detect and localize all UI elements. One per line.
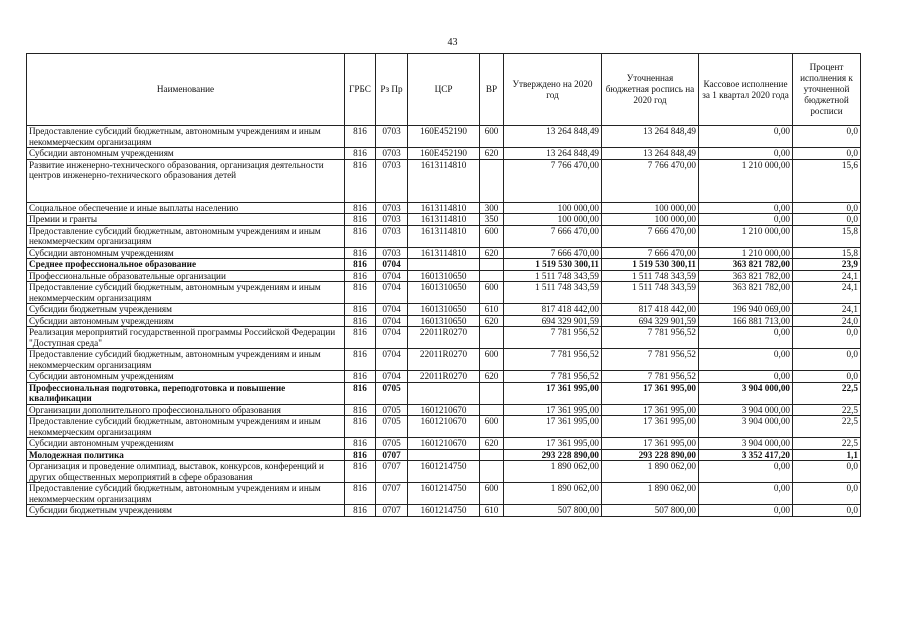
cell-grbs: 816 (345, 214, 376, 226)
cell-grbs: 816 (345, 371, 376, 383)
header-updated: Уточненная бюджетная роспись на 2020 год (602, 54, 699, 126)
cell-cash: 0,00 (699, 148, 793, 160)
cell-grbs: 816 (345, 505, 376, 517)
cell-cash: 1 210 000,00 (699, 225, 793, 247)
cell-grbs: 816 (345, 327, 376, 349)
cell-approved: 13 264 848,49 (504, 148, 602, 160)
cell-updated: 1 519 530 300,11 (602, 259, 699, 271)
cell-rzpr: 0707 (376, 461, 408, 483)
cell-name: Субсидии автономным учреждениям (27, 371, 345, 383)
cell-grbs: 816 (345, 315, 376, 327)
cell-rzpr: 0705 (376, 382, 408, 404)
cell-csr: 1613114810 (408, 214, 480, 226)
cell-name: Субсидии автономным учреждениям (27, 315, 345, 327)
cell-updated: 17 361 995,00 (602, 438, 699, 450)
cell-csr: 160E452190 (408, 126, 480, 148)
table-row (27, 247, 861, 259)
cell-cash: 363 821 782,00 (699, 270, 793, 282)
cell-percent: 22,5 (793, 382, 861, 404)
cell-approved: 1 890 062,00 (504, 483, 602, 505)
cell-rzpr: 0703 (376, 126, 408, 148)
cell-updated: 17 361 995,00 (602, 416, 699, 438)
cell-approved: 17 361 995,00 (504, 416, 602, 438)
cell-name: Профессиональные образовательные организации (27, 270, 345, 282)
cell-vr: 600 (480, 126, 504, 148)
cell-rzpr: 0705 (376, 416, 408, 438)
cell-name: Субсидии автономным учреждениям (27, 438, 345, 450)
header-rzpr: Рз Пр (376, 54, 408, 126)
cell-name: Премии и гранты (27, 214, 345, 226)
table-row (27, 461, 861, 483)
cell-updated: 817 418 442,00 (602, 304, 699, 316)
cell-percent: 15,8 (793, 247, 861, 259)
cell-csr: 22011R0270 (408, 327, 480, 349)
cell-csr: 1613114810 (408, 225, 480, 247)
cell-grbs: 816 (345, 270, 376, 282)
header-approved: Утверждено на 2020 год (504, 54, 602, 126)
table-row (27, 202, 861, 214)
header-percent: Процент исполнения к уточненной бюджетной росписи (793, 54, 861, 126)
cell-grbs: 816 (345, 225, 376, 247)
cell-grbs: 816 (345, 259, 376, 271)
cell-updated: 17 361 995,00 (602, 404, 699, 416)
cell-percent: 0,0 (793, 349, 861, 371)
cell-approved: 1 511 748 343,59 (504, 282, 602, 304)
cell-updated: 13 264 848,49 (602, 126, 699, 148)
table-row (27, 270, 861, 282)
cell-percent: 1,1 (793, 449, 861, 461)
cell-csr (408, 382, 480, 404)
cell-csr: 1601210670 (408, 438, 480, 450)
cell-rzpr: 0704 (376, 371, 408, 383)
cell-percent: 0,0 (793, 371, 861, 383)
cell-percent: 0,0 (793, 202, 861, 214)
cell-percent: 24,1 (793, 282, 861, 304)
budget-table (26, 53, 861, 517)
cell-name: Организация и проведение олимпиад, выставок, конкурсов, конференций и других общественных мероприятий в сфере образования (27, 461, 345, 483)
cell-name: Развитие инженерно-технического образования, организация деятельности центров инженерно-технического образования детей (27, 159, 345, 202)
table-row (27, 315, 861, 327)
table-row (27, 382, 861, 404)
cell-vr: 610 (480, 505, 504, 517)
cell-name: Среднее профессиональное образование (27, 259, 345, 271)
cell-percent: 22,5 (793, 416, 861, 438)
cell-grbs: 816 (345, 449, 376, 461)
cell-csr: 22011R0270 (408, 371, 480, 383)
cell-rzpr: 0704 (376, 327, 408, 349)
cell-name: Субсидии автономным учреждениям (27, 148, 345, 160)
cell-vr: 620 (480, 247, 504, 259)
cell-updated: 100 000,00 (602, 202, 699, 214)
cell-updated: 7 781 956,52 (602, 349, 699, 371)
cell-approved: 694 329 901,59 (504, 315, 602, 327)
cell-grbs: 816 (345, 438, 376, 450)
header-grbs: ГРБС (345, 54, 376, 126)
cell-updated: 1 511 748 343,59 (602, 282, 699, 304)
page-number: 43 (447, 37, 458, 48)
cell-rzpr: 0704 (376, 282, 408, 304)
cell-percent: 23,9 (793, 259, 861, 271)
cell-name: Предоставление субсидий бюджетным, автономным учреждениям и иным некоммерческим организациям (27, 282, 345, 304)
cell-approved: 7 666 470,00 (504, 225, 602, 247)
cell-grbs: 816 (345, 148, 376, 160)
cell-cash: 3 904 000,00 (699, 382, 793, 404)
cell-percent: 0,0 (793, 327, 861, 349)
cell-updated: 507 800,00 (602, 505, 699, 517)
cell-rzpr: 0704 (376, 349, 408, 371)
cell-csr: 1601214750 (408, 483, 480, 505)
cell-csr: 1601310650 (408, 315, 480, 327)
cell-vr: 610 (480, 304, 504, 316)
cell-grbs: 816 (345, 349, 376, 371)
cell-vr: 600 (480, 416, 504, 438)
cell-cash: 196 940 069,00 (699, 304, 793, 316)
cell-name: Субсидии автономным учреждениям (27, 247, 345, 259)
cell-percent: 0,0 (793, 483, 861, 505)
header-name: Наименование (27, 54, 345, 126)
table-row (27, 483, 861, 505)
cell-grbs: 816 (345, 404, 376, 416)
cell-approved: 100 000,00 (504, 214, 602, 226)
cell-cash: 0,00 (699, 126, 793, 148)
cell-vr: 620 (480, 438, 504, 450)
cell-grbs: 816 (345, 416, 376, 438)
cell-approved: 507 800,00 (504, 505, 602, 517)
table-row (27, 259, 861, 271)
table-row (27, 449, 861, 461)
cell-csr: 1613114810 (408, 247, 480, 259)
cell-cash: 0,00 (699, 371, 793, 383)
table-row (27, 148, 861, 160)
cell-updated: 7 781 956,52 (602, 327, 699, 349)
table-row (27, 159, 861, 202)
cell-cash: 3 904 000,00 (699, 416, 793, 438)
cell-percent: 24,0 (793, 315, 861, 327)
cell-grbs: 816 (345, 304, 376, 316)
cell-csr: 1601214750 (408, 505, 480, 517)
header-csr: ЦСР (408, 54, 480, 126)
cell-name: Профессиональная подготовка, переподготовка и повышение квалификации (27, 382, 345, 404)
cell-grbs: 816 (345, 202, 376, 214)
cell-updated: 7 666 470,00 (602, 247, 699, 259)
cell-grbs: 816 (345, 282, 376, 304)
cell-approved: 13 264 848,49 (504, 126, 602, 148)
cell-name: Предоставление субсидий бюджетным, автономным учреждениям и иным некоммерческим организациям (27, 416, 345, 438)
cell-vr: 600 (480, 225, 504, 247)
cell-rzpr: 0703 (376, 202, 408, 214)
cell-approved: 17 361 995,00 (504, 382, 602, 404)
cell-csr: 1613114810 (408, 202, 480, 214)
cell-csr: 1601310650 (408, 282, 480, 304)
table-row (27, 327, 861, 349)
cell-vr: 350 (480, 214, 504, 226)
cell-rzpr: 0704 (376, 259, 408, 271)
cell-grbs: 816 (345, 483, 376, 505)
cell-grbs: 816 (345, 461, 376, 483)
cell-grbs: 816 (345, 159, 376, 202)
table-row (27, 225, 861, 247)
cell-rzpr: 0707 (376, 483, 408, 505)
cell-name: Реализация мероприятий государственной программы Российской Федерации "Доступная среда" (27, 327, 345, 349)
cell-updated: 7 766 470,00 (602, 159, 699, 202)
cell-cash: 0,00 (699, 483, 793, 505)
cell-grbs: 816 (345, 126, 376, 148)
cell-rzpr: 0707 (376, 449, 408, 461)
cell-vr (480, 259, 504, 271)
cell-updated: 1 890 062,00 (602, 483, 699, 505)
cell-name: Молодежная политика (27, 449, 345, 461)
cell-cash: 0,00 (699, 461, 793, 483)
cell-approved: 7 766 470,00 (504, 159, 602, 202)
cell-approved: 17 361 995,00 (504, 438, 602, 450)
cell-vr (480, 270, 504, 282)
cell-approved: 7 781 956,52 (504, 371, 602, 383)
cell-rzpr: 0704 (376, 315, 408, 327)
cell-updated: 7 781 956,52 (602, 371, 699, 383)
cell-name: Предоставление субсидий бюджетным, автономным учреждениям и иным некоммерческим организациям (27, 225, 345, 247)
cell-cash: 166 881 713,00 (699, 315, 793, 327)
cell-approved: 1 890 062,00 (504, 461, 602, 483)
table-row (27, 438, 861, 450)
cell-csr (408, 449, 480, 461)
cell-rzpr: 0703 (376, 247, 408, 259)
cell-cash: 363 821 782,00 (699, 282, 793, 304)
cell-approved: 1 519 530 300,11 (504, 259, 602, 271)
cell-grbs: 816 (345, 382, 376, 404)
cell-approved: 293 228 890,00 (504, 449, 602, 461)
cell-rzpr: 0704 (376, 270, 408, 282)
cell-percent: 0,0 (793, 461, 861, 483)
cell-percent: 22,5 (793, 438, 861, 450)
cell-cash: 3 904 000,00 (699, 438, 793, 450)
cell-name: Предоставление субсидий бюджетным, автономным учреждениям и иным некоммерческим организациям (27, 126, 345, 148)
cell-cash: 0,00 (699, 349, 793, 371)
cell-name: Субсидии бюджетным учреждениям (27, 304, 345, 316)
cell-vr: 600 (480, 282, 504, 304)
table-row (27, 416, 861, 438)
cell-csr (408, 259, 480, 271)
cell-rzpr: 0703 (376, 148, 408, 160)
cell-vr: 620 (480, 148, 504, 160)
cell-cash: 0,00 (699, 505, 793, 517)
cell-percent: 15,8 (793, 225, 861, 247)
cell-csr: 1601210670 (408, 416, 480, 438)
header-vr: ВР (480, 54, 504, 126)
cell-updated: 1 890 062,00 (602, 461, 699, 483)
cell-vr (480, 382, 504, 404)
cell-rzpr: 0703 (376, 214, 408, 226)
table-header-row (27, 54, 861, 126)
cell-approved: 7 781 956,52 (504, 327, 602, 349)
cell-vr (480, 449, 504, 461)
cell-grbs: 816 (345, 247, 376, 259)
cell-csr: 1601310650 (408, 270, 480, 282)
table-row (27, 304, 861, 316)
cell-cash: 3 352 417,20 (699, 449, 793, 461)
table-row (27, 349, 861, 371)
cell-cash: 0,00 (699, 327, 793, 349)
cell-approved: 100 000,00 (504, 202, 602, 214)
table-row (27, 214, 861, 226)
cell-csr: 1601214750 (408, 461, 480, 483)
table-row (27, 371, 861, 383)
cell-approved: 1 511 748 343,59 (504, 270, 602, 282)
cell-approved: 7 666 470,00 (504, 247, 602, 259)
cell-csr: 160E452190 (408, 148, 480, 160)
cell-rzpr: 0707 (376, 505, 408, 517)
cell-percent: 0,0 (793, 214, 861, 226)
table-row (27, 282, 861, 304)
cell-name: Субсидии бюджетным учреждениям (27, 505, 345, 517)
table-row (27, 505, 861, 517)
cell-cash: 0,00 (699, 214, 793, 226)
cell-updated: 293 228 890,00 (602, 449, 699, 461)
cell-percent: 0,0 (793, 148, 861, 160)
cell-cash: 1 210 000,00 (699, 159, 793, 202)
cell-csr: 22011R0270 (408, 349, 480, 371)
cell-percent: 0,0 (793, 505, 861, 517)
cell-approved: 817 418 442,00 (504, 304, 602, 316)
cell-cash: 3 904 000,00 (699, 404, 793, 416)
cell-vr (480, 461, 504, 483)
cell-vr: 620 (480, 371, 504, 383)
cell-updated: 694 329 901,59 (602, 315, 699, 327)
cell-percent: 15,6 (793, 159, 861, 202)
cell-vr (480, 404, 504, 416)
cell-csr: 1613114810 (408, 159, 480, 202)
cell-csr: 1601310650 (408, 304, 480, 316)
cell-rzpr: 0703 (376, 225, 408, 247)
cell-approved: 17 361 995,00 (504, 404, 602, 416)
cell-approved: 7 781 956,52 (504, 349, 602, 371)
cell-vr: 600 (480, 483, 504, 505)
cell-cash: 363 821 782,00 (699, 259, 793, 271)
table-row (27, 126, 861, 148)
cell-vr: 600 (480, 349, 504, 371)
cell-vr: 300 (480, 202, 504, 214)
cell-rzpr: 0703 (376, 159, 408, 202)
cell-updated: 17 361 995,00 (602, 382, 699, 404)
cell-rzpr: 0705 (376, 438, 408, 450)
cell-rzpr: 0705 (376, 404, 408, 416)
cell-name: Социальное обеспечение и иные выплаты населению (27, 202, 345, 214)
cell-percent: 0,0 (793, 126, 861, 148)
cell-updated: 7 666 470,00 (602, 225, 699, 247)
cell-vr (480, 159, 504, 202)
cell-cash: 1 210 000,00 (699, 247, 793, 259)
cell-name: Предоставление субсидий бюджетным, автономным учреждениям и иным некоммерческим организациям (27, 349, 345, 371)
cell-percent: 24,1 (793, 270, 861, 282)
cell-cash: 0,00 (699, 202, 793, 214)
cell-csr: 1601210670 (408, 404, 480, 416)
cell-vr (480, 327, 504, 349)
cell-vr: 620 (480, 315, 504, 327)
cell-name: Предоставление субсидий бюджетным, автономным учреждениям и иным некоммерческим организациям (27, 483, 345, 505)
cell-updated: 100 000,00 (602, 214, 699, 226)
cell-percent: 22,5 (793, 404, 861, 416)
cell-name: Организации дополнительного профессионального образования (27, 404, 345, 416)
table-row (27, 404, 861, 416)
header-cash: Кассовое исполнение за 1 квартал 2020 года (699, 54, 793, 126)
cell-percent: 24,1 (793, 304, 861, 316)
table-body (27, 126, 861, 517)
cell-updated: 13 264 848,49 (602, 148, 699, 160)
cell-updated: 1 511 748 343,59 (602, 270, 699, 282)
cell-rzpr: 0704 (376, 304, 408, 316)
